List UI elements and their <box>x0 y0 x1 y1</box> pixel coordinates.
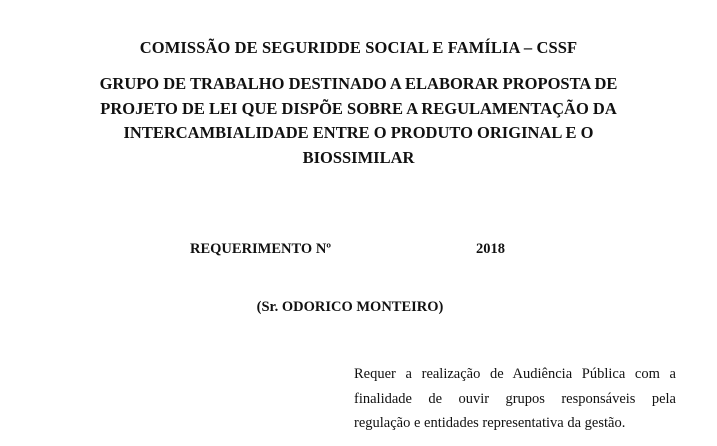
author-name: (Sr. ODORICO MONTEIRO) <box>256 299 444 315</box>
ementa-line: Requer a realização de Audiência Pública com a <box>354 366 676 382</box>
group-title-line: GRUPO DE TRABALHO DESTINADO A ELABORAR PROPOSTA DE <box>99 74 618 93</box>
group-title-line: INTERCAMBIALIDADE ENTRE O PRODUTO ORIGINAL E O <box>123 123 594 142</box>
group-title-line: PROJETO DE LEI QUE DISPÕE SOBRE A REGULAMENTAÇÃO DA <box>100 98 617 118</box>
ementa-paragraph <box>354 362 676 436</box>
requerimento-label: REQUERIMENTO Nº <box>190 241 332 257</box>
requerimento-year: 2018 <box>476 241 505 257</box>
working-group-title <box>40 72 677 170</box>
group-title-line: BIOSSIMILAR <box>302 147 415 167</box>
ementa-line: finalidade de ouvir grupos responsáveis pela <box>354 390 676 407</box>
ementa-line: regulação e entidades representativa da gestão. <box>354 415 626 431</box>
committee-heading: COMISSÃO DE SEGURIDDE SOCIAL E FAMÍLIA – CSSF <box>139 38 578 57</box>
